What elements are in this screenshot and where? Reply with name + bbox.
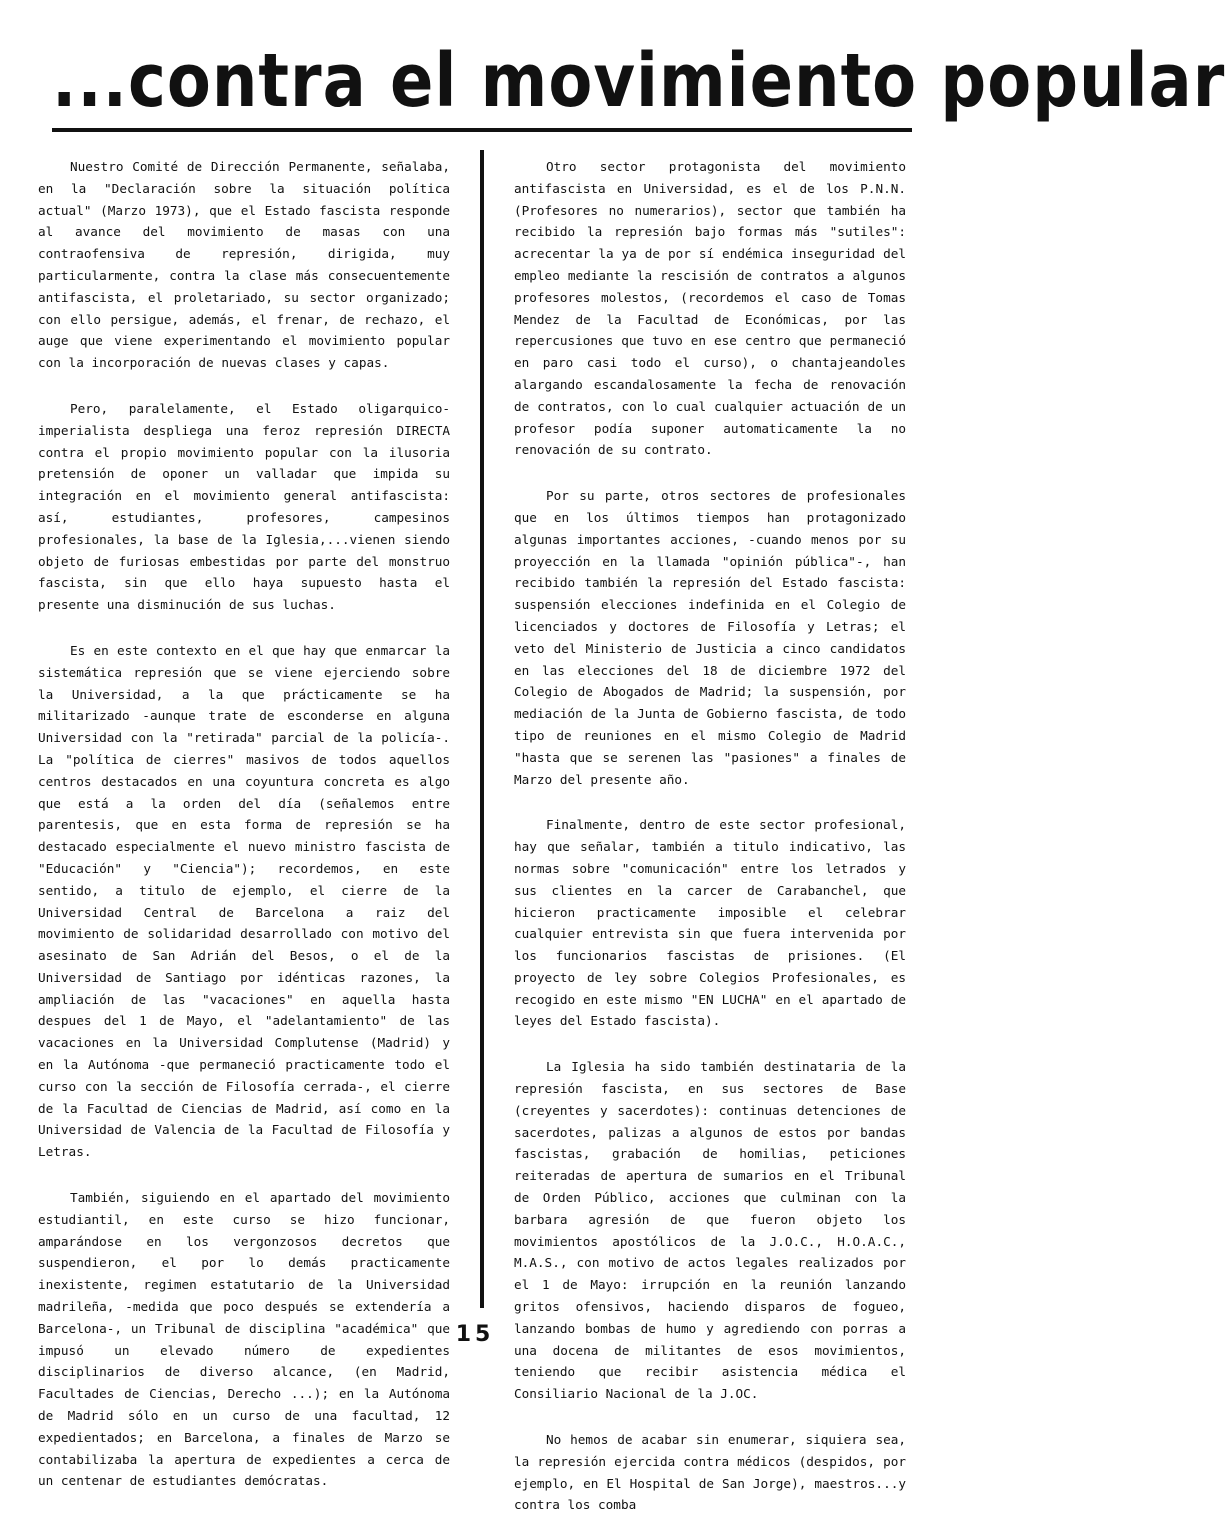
title-underline	[52, 128, 912, 132]
page-title: ...contra el movimiento popular	[52, 39, 1225, 125]
paragraph: Es en este contexto en el que hay que enmarcar la sistemática represión que se viene ejerciendo sobre la Universidad, a la que prácticamente se ha militarizado -aunque trate de esconderse en alguna Universidad con la "retirada" parcial de la policía-. La "política de cierres" masivos de todos aquellos centros destacados en una coyuntura concreta es algo que está a la orden del día (señalemos entre parentesis, que en esta forma de represión se ha destacado especialmente el nuevo ministro fascista de "Educación" y "Ciencia"); recordemos, en este sentido, a titulo de ejemplo, el cierre de la Universidad Central de Barcelona a raiz del movimiento de solidaridad desarrollado con motivo del asesinato de San Adrián del Besos, o el de la Universidad de Santiago por idénticas razones, la ampliación de las "vacaciones" en aquella hasta despues del 1 de Mayo, el "adelantamiento" de las vacaciones en la Universidad Complutense (Madrid) y en la Autónoma -que permaneció practicamente todo el curso con la sección de Filosofía cerrada-, el cierre de la Facultad de Ciencias de Madrid, así como en la Universidad de Valencia de la Facultad de Filosofía y Letras.	[38, 642, 450, 1160]
paragraph: Finalmente, dentro de este sector profesional, hay que señalar, también a titulo indicativo, las normas sobre "comunicación" entre los letrados y sus clientes en la carcer de Carabanchel, que hicieron practicamente imposible el celebrar cualquier entrevista sin que fuera intervenida por los funcionarios fascistas de prisiones. (El proyecto de ley sobre Colegios Profesionales, es recogido en este mismo "EN LUCHA" en el apartado de leyes del Estado fascista).	[514, 817, 906, 1029]
page-number: 15	[455, 1322, 495, 1347]
right-column	[514, 156, 906, 1540]
paragraph: No hemos de acabar sin enumerar, siquiera sea, la represión ejercida contra médicos (despidos, por ejemplo, en El Hospital de San Jorge), maestros...y contra los comba	[514, 1432, 906, 1513]
paragraph: Pero, paralelamente, el Estado oligarquico-imperialista despliega una feroz represión DIRECTA contra el propio movimiento popular con la ilusoria pretensión de oponer un valladar que impida su integración en el movimiento general antifascista: así, estudiantes, profesores, campesinos profesionales, la base de la Iglesia,...vienen siendo objeto de furiosas embestidas por parte del monstruo fascista, sin que ello haya supuesto hasta el presente una disminución de sus luchas.	[38, 400, 450, 613]
left-column	[38, 156, 450, 1516]
paragraph: Nuestro Comité de Dirección Permanente, señalaba, en la "Declaración sobre la situación política actual" (Marzo 1973), que el Estado fascista responde al avance del movimiento de masas con una contraofensiva de represión, dirigida, muy particularmente, contra la clase más consecuentemente antifascista, el proletariado, su sector organizado; con ello persigue, además, el frenar, de rechazo, el auge que viene experimentando el movimiento popular con la incorporación de nuevas clases y capas.	[38, 159, 450, 371]
paragraph: También, siguiendo en el apartado del movimiento estudiantil, en este curso se hizo funcionar, amparándose en los vergonzosos decretos que suspendieron, el por lo demás practicamente inexistente, regimen estatutario de la Universidad madrileña, -medida que poco después se extendería a Barcelona-, un Tribunal de disciplina "académica" que impusó un elevado número de expedientes disciplinarios de diverso alcance, (en Madrid, Facultades de Ciencias, Derecho ...); en la Autónoma de Madrid sólo en un curso de una facultad, 12 expedientados; en Barcelona, a finales de Marzo se contabilizaba la apertura de expedientes a cerca de un centenar de estudiantes demócratas.	[38, 1190, 450, 1489]
paragraph: La Iglesia ha sido también destinataria de la represión fascista, en sus sectores de Base (creyentes y sacerdotes): continuas detenciones de sacerdotes, palizas a algunos de estos por bandas fascistas, grabación de homilias, peticiones reiteradas de apertura de sumarios en el Tribunal de Orden Público, acciones que culminan con la barbara agresión de que fueron objeto los movimientos apostólicos de la J.O.C., H.O.A.C., M.A.S., con motivo de actos legales realizados por el 1 de Mayo: irrupción en la reunión lanzando gritos ofensivos, haciendo disparos de fogueo, lanzando bombas de humo y agrediendo con porras a una docena de militantes de esos movimientos, teniendo que recibir asistencia médica el Consiliario Nacional de la J.OC.	[514, 1059, 906, 1402]
paragraph: Por su parte, otros sectores de profesionales que en los últimos tiempos han protagonizado algunas importantes acciones, -cuando menos por su proyección en la llamada "opinión pública"-, han recibido también la represión del Estado fascista: suspensión elecciones indefinida en el Colegio de licenciados y doctores de Filosofía y Letras; el veto del Ministerio de Justicia a cinco candidatos en las elecciones del 18 de diciembre 1972 del Colegio de Abogados de Madrid; la suspensión, por mediación de la Junta de Gobierno fascista, de todo tipo de reuniones en el mismo Colegio de Madrid "hasta que se serenen las "pasiones" a finales de Marzo del presente año.	[514, 488, 906, 787]
paragraph: Otro sector protagonista del movimiento antifascista en Universidad, es el de los P.N.N. (Profesores no numerarios), sector que también ha recibido la represión bajo formas más "sutiles": acrecentar la ya de por sí endémica inseguridad del empleo mediante la rescisión de contratos a algunos profesores molestos, (recordemos el caso de Tomas Mendez de la Facultad de Económicas, por las repercusiones que tuvo en ese centro que permaneció en paro casi todo el curso), o chantajeandoles alargando escandalosamente la fecha de renovación de contratos, con lo cual cualquier actuación de un profesor podía suponer automaticamente la no renovación de su contrato.	[514, 159, 906, 458]
column-divider	[480, 150, 484, 1308]
